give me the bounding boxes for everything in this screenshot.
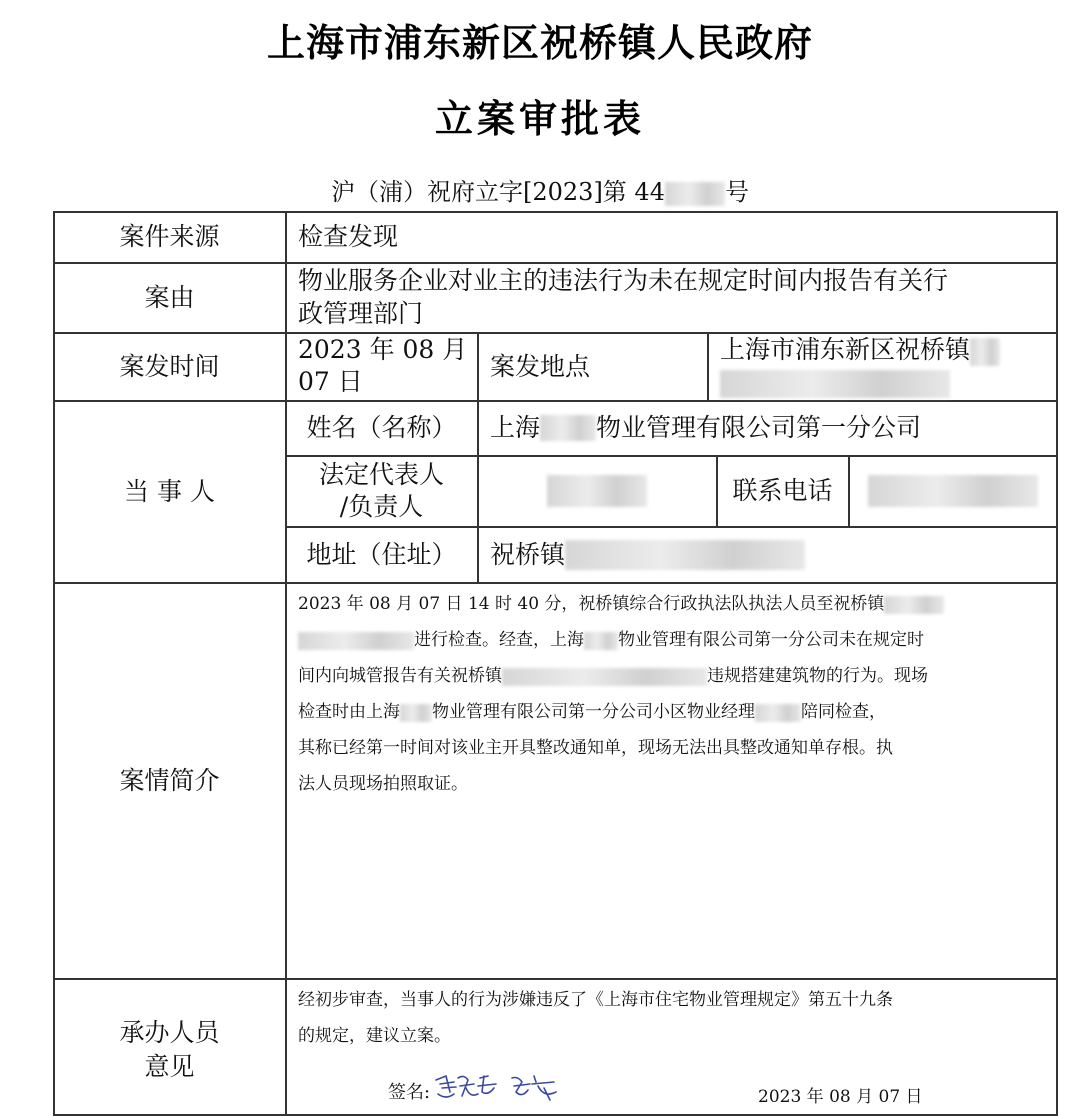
cause-label: 案由 bbox=[144, 282, 195, 312]
redaction-block bbox=[298, 632, 414, 650]
place-value bbox=[708, 333, 1056, 400]
opinion-label-line: 意见 bbox=[144, 1051, 195, 1081]
redaction-block bbox=[720, 370, 950, 398]
address-label: 地址（住址） bbox=[306, 539, 457, 569]
name-prefix: 上海 bbox=[490, 413, 541, 442]
page-title: 上海市浦东新区祝桥镇人民政府 bbox=[266, 21, 813, 65]
time-line: 07 日 bbox=[298, 367, 363, 396]
opinion-line: 的规定，建议立案。 bbox=[298, 1026, 451, 1046]
summary-line: 检查时由上海 bbox=[298, 702, 400, 722]
rep-label-line: /负责人 bbox=[339, 492, 424, 521]
summary-line: 违规搭建建筑物的行为。现场 bbox=[707, 666, 928, 686]
place-label: 案发地点 bbox=[490, 351, 591, 381]
redaction-block bbox=[540, 415, 596, 441]
signature-label: 签名: bbox=[388, 1082, 431, 1103]
redaction-block bbox=[665, 182, 725, 206]
cause-value bbox=[286, 263, 1056, 332]
handwritten-signature bbox=[432, 1070, 572, 1106]
redaction-block bbox=[884, 596, 944, 614]
name-suffix: 物业管理有限公司第一分公司 bbox=[596, 413, 922, 442]
representative-label bbox=[286, 456, 477, 526]
time-value bbox=[286, 333, 477, 400]
opinion-line: 经初步审查，当事人的行为涉嫌违反了《上海市住宅物业管理规定》第五十九条 bbox=[298, 990, 893, 1010]
summary-line: 物业管理有限公司第一分公司小区物业经理 bbox=[432, 702, 755, 722]
redaction-block bbox=[868, 475, 1038, 507]
form-title: 立案审批表 bbox=[434, 97, 645, 141]
party-label: 当 事 人 bbox=[124, 476, 215, 506]
summary-line: 其称已经第一时间对该业主开具整改通知单，现场无法出具整改通知单存根。执 bbox=[298, 738, 893, 758]
address-value bbox=[478, 527, 1056, 582]
time-line: 2023 年 08 月 bbox=[298, 335, 468, 364]
doc-number-prefix: 沪（浦）祝府立字[2023]第 44 bbox=[331, 178, 665, 206]
summary-line: 法人员现场拍照取证。 bbox=[298, 774, 468, 794]
summary-line: 陪同检查， bbox=[801, 702, 886, 722]
place-text: 上海市浦东新区祝桥镇 bbox=[720, 335, 971, 364]
cause-line: 物业服务企业对业主的违法行为未在规定时间内报告有关行 bbox=[298, 266, 949, 295]
redaction-block bbox=[502, 668, 707, 686]
time-label: 案发时间 bbox=[119, 351, 220, 381]
rep-label-line: 法定代表人 bbox=[318, 460, 444, 489]
redaction-block bbox=[400, 704, 432, 722]
redaction-block bbox=[755, 704, 801, 722]
summary-line: 2023 年 08 月 07 日 14 时 40 分，祝桥镇综合行政执法队执法人员至祝桥镇 bbox=[298, 594, 885, 614]
summary-line: 间内向城管报告有关祝桥镇 bbox=[298, 666, 502, 686]
signature-date: 2023 年 08 月 07 日 bbox=[758, 1087, 923, 1107]
redaction-block bbox=[547, 475, 647, 507]
opinion-label-line: 承办人员 bbox=[119, 1017, 220, 1047]
summary-line: 物业管理有限公司第一分公司未在规定时 bbox=[618, 630, 924, 650]
source-label: 案件来源 bbox=[119, 222, 220, 251]
source-value: 检查发现 bbox=[298, 222, 399, 251]
phone-label: 联系电话 bbox=[732, 476, 833, 505]
redaction-block bbox=[584, 632, 618, 650]
phone-value bbox=[849, 456, 1056, 526]
cause-line: 政管理部门 bbox=[298, 299, 424, 328]
redaction-block bbox=[565, 540, 805, 570]
opinion-label bbox=[54, 979, 285, 1114]
name-value bbox=[478, 401, 1056, 455]
representative-value bbox=[478, 456, 716, 526]
doc-number-suffix: 号 bbox=[724, 178, 749, 206]
address-prefix: 祝桥镇 bbox=[490, 539, 566, 569]
document-number bbox=[0, 172, 1080, 207]
summary-line: 进行检查。经查，上海 bbox=[414, 630, 584, 650]
name-label: 姓名（名称） bbox=[306, 413, 457, 442]
summary-label: 案情简介 bbox=[119, 765, 220, 795]
redaction-block bbox=[970, 338, 1000, 366]
